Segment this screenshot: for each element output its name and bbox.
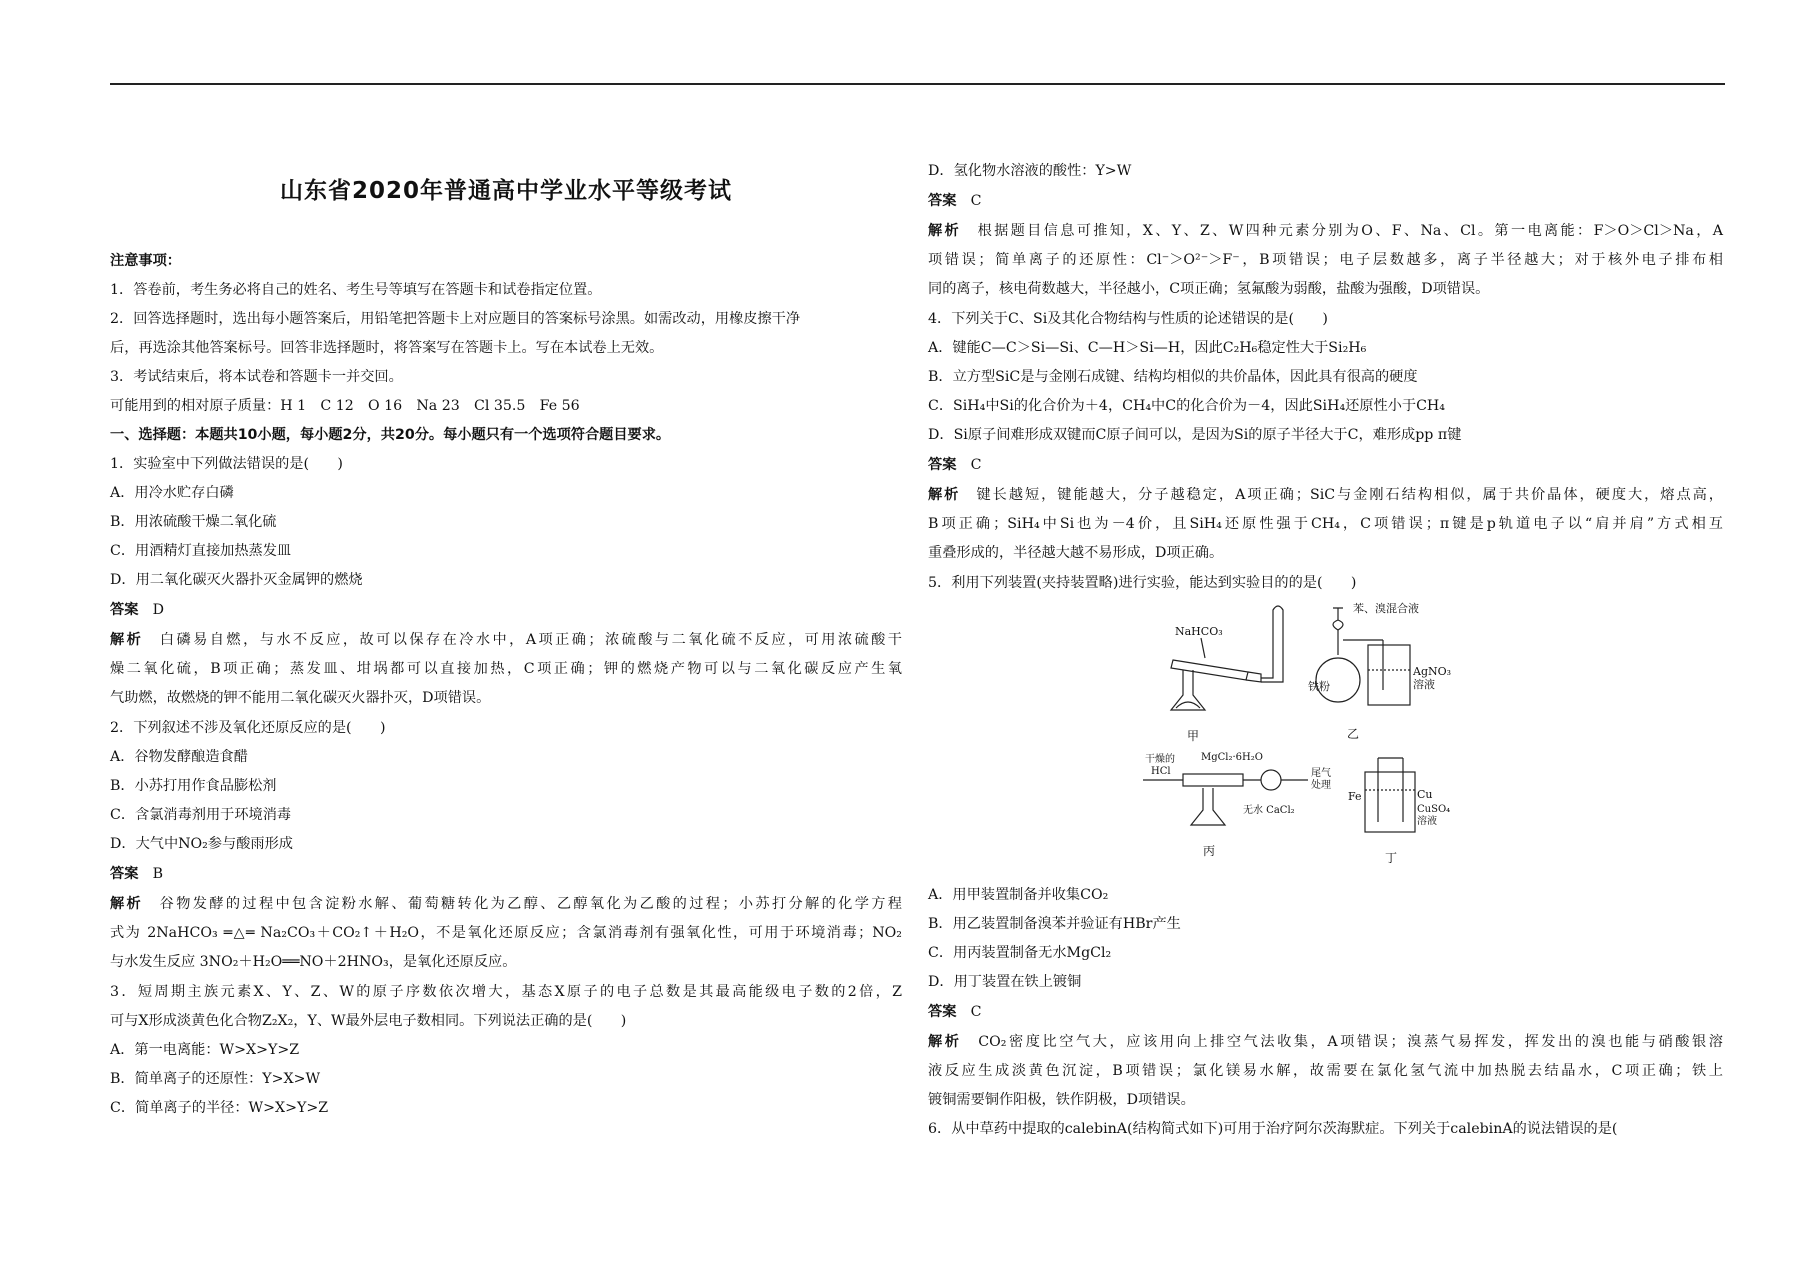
yi-top-label: 苯、溴混合液 xyxy=(1353,602,1419,615)
analysis-label: 解析 xyxy=(928,1034,962,1050)
q1-option: C．用酒精灯直接加热蒸发皿 xyxy=(110,543,292,559)
ding-cu-label: Cu xyxy=(1417,788,1433,801)
q3-option: A．第一电离能：W>X>Y>Z xyxy=(110,1042,300,1058)
answer-label: 答案 xyxy=(110,602,139,618)
bing-out-label: 尾气 xyxy=(1311,768,1331,779)
q1-stem: 1．实验室中下列做法错误的是( ) xyxy=(110,456,343,472)
q1-answer xyxy=(110,601,164,619)
q3-option: C．简单离子的半径：W>X>Y>Z xyxy=(110,1100,329,1116)
q2-analysis: 与水发生反应 3NO₂＋H₂O══NO＋2HNO₃，是氧化还原反应。 xyxy=(110,954,517,970)
analysis-label: 解析 xyxy=(928,487,961,503)
q4-option: B．立方型SiC是与金刚石成键、结构均相似的共价晶体，因此具有很高的硬度 xyxy=(928,369,1418,385)
notice-heading: 注意事项： xyxy=(110,253,181,269)
header-rule xyxy=(110,83,1725,85)
bing-in-label: HCl xyxy=(1151,766,1171,777)
q2-option: C．含氯消毒剂用于环境消毒 xyxy=(110,807,292,823)
q1-analysis: 气助燃，故燃烧的钾不能用二氧化碳灭火器扑灭，D项错误。 xyxy=(110,690,491,706)
apparatus-ding xyxy=(1348,758,1450,865)
analysis-text: CO₂密度比空气大，应该用向上排空气法收集，A项错误；溴蒸气易挥发，挥发出的溴也能与硝酸银溶 xyxy=(978,1034,1723,1050)
answer-value: B xyxy=(152,866,164,882)
ding-caption: 丁 xyxy=(1385,851,1398,865)
analysis-label: 解析 xyxy=(110,632,144,648)
q3-stem: 3．短周期主族元素X、Y、Z、W的原子序数依次增大，基态X原子的电子总数是其最高能级电子数的2倍，Z xyxy=(110,984,902,1000)
q4-answer xyxy=(928,456,981,474)
exam-title: 山东省2020年普通高中学业水平等级考试 xyxy=(279,178,732,204)
apparatus-jia xyxy=(1171,606,1283,743)
q5-analysis xyxy=(928,1033,1723,1051)
analysis-label: 解析 xyxy=(928,223,962,239)
q3-analysis: 项错误；简单离子的还原性：Cl⁻＞O²⁻＞F⁻，B项错误；电子层数越多，离子半径越大；对于核外电子排布相 xyxy=(928,252,1723,268)
analysis-text: 谷物发酵的过程中包含淀粉水解、葡萄糖转化为乙醇、乙醇氧化为乙酸的过程；小苏打分解的化学方程 xyxy=(159,896,902,912)
analysis-text: 根据题目信息可推知，X、Y、Z、W四种元素分别为O、F、Na、Cl。第一电离能：F＞O＞Cl＞Na，A xyxy=(977,223,1723,239)
q5-analysis: 液反应生成淡黄色沉淀，B项错误；氯化镁易水解，故需要在氯化氢气流中加热脱去结晶水，C项正确；铁上 xyxy=(928,1063,1723,1079)
analysis-text: 键长越短，键能越大，分子越稳定，A项正确；SiC与金刚石结构相似，属于共价晶体，硬度大，熔点高， xyxy=(976,487,1723,503)
q6-stem: 6．从中草药中提取的calebinA(结构简式如下)可用于治疗阿尔茨海默症。下列关于calebinA的说法错误的是( xyxy=(928,1121,1618,1137)
answer-label: 答案 xyxy=(928,457,957,473)
ding-sol-label: 溶液 xyxy=(1417,816,1437,827)
q2-analysis: 式为 2NaHCO₃ ═△═ Na₂CO₃＋CO₂↑＋H₂O，不是氧化还原反应；含氯消毒剂有强氧化性，可用于环境消毒；NO₂ xyxy=(110,925,902,941)
q4-analysis: 重叠形成的，半径越大越不易形成，D项正确。 xyxy=(928,545,1224,561)
bing-caption: 丙 xyxy=(1203,844,1216,858)
apparatus-bing xyxy=(1143,752,1331,858)
q3-answer xyxy=(928,192,981,210)
q5-stem: 5．利用下列装置(夹持装置略)进行实验，能达到实验目的的是( ) xyxy=(928,575,1357,591)
analysis-label: 解析 xyxy=(110,896,144,912)
q1-option: D．用二氧化碳灭火器扑灭金属钾的燃烧 xyxy=(110,572,363,588)
bing-bottom-label: 无水 CaCl₂ xyxy=(1243,805,1295,816)
q3-stem: 可与X形成淡黄色化合物Z₂X₂，Y、W最外层电子数相同。下列说法正确的是( ) xyxy=(110,1013,627,1029)
section-heading: 一、选择题：本题共10小题，每小题2分，共20分。每小题只有一个选项符合题目要求。 xyxy=(110,427,671,443)
q3-option: B．简单离子的还原性：Y>X>W xyxy=(110,1071,321,1087)
q1-option: A．用冷水贮存白磷 xyxy=(110,485,234,501)
q5-option: D．用丁装置在铁上镀铜 xyxy=(928,974,1082,990)
q2-option: B．小苏打用作食品膨松剂 xyxy=(110,778,277,794)
jia-caption: 甲 xyxy=(1187,729,1200,743)
q4-stem: 4．下列关于C、Si及其化合物结构与性质的论述错误的是( ) xyxy=(928,311,1328,327)
ding-fe-label: Fe xyxy=(1348,790,1362,803)
answer-label: 答案 xyxy=(110,866,139,882)
q5-option: A．用甲装置制备并收集CO₂ xyxy=(928,887,1109,903)
apparatus-figure xyxy=(1143,600,1463,870)
q4-analysis: B项正确；SiH₄中Si也为－4价，且SiH₄还原性强于CH₄，C项错误；π键是p轨道电子以“肩并肩”方式相互 xyxy=(928,516,1723,532)
q2-stem: 2．下列叙述不涉及氧化还原反应的是( ) xyxy=(110,720,386,736)
answer-value: D xyxy=(152,602,164,618)
q4-option: D．Si原子间难形成双键而C原子间可以，是因为Si的原子半径大于C，难形成pp π键 xyxy=(928,427,1462,443)
answer-value: C xyxy=(970,1004,982,1020)
answer-value: C xyxy=(970,457,982,473)
q5-option: C．用丙装置制备无水MgCl₂ xyxy=(928,945,1112,961)
answer-label: 答案 xyxy=(928,193,957,209)
q3-analysis xyxy=(928,222,1723,240)
apparatus-yi xyxy=(1308,601,1451,741)
yi-right-label: 溶液 xyxy=(1413,678,1435,691)
yi-left-label: 铁粉 xyxy=(1308,680,1330,693)
jia-reagent-label: NaHCO₃ xyxy=(1175,625,1223,638)
notice-item: 1．答卷前，考生务必将自己的姓名、考生号等填写在答题卡和试卷指定位置。 xyxy=(110,282,602,298)
q3-analysis: 同的离子，核电荷数越大，半径越小，C项正确；氢氟酸为弱酸，盐酸为强酸，D项错误。 xyxy=(928,281,1490,297)
q5-analysis: 镀铜需要铜作阳极，铁作阴极，D项错误。 xyxy=(928,1092,1195,1108)
q4-option: C．SiH₄中Si的化合价为＋4，CH₄中C的化合价为－4，因此SiH₄还原性小于CH₄ xyxy=(928,398,1445,414)
bing-in-label: 干燥的 xyxy=(1145,754,1175,765)
q5-answer xyxy=(928,1003,981,1021)
q4-option: A．键能C—C＞Si—Si、C—H＞Si—H，因此C₂H₆稳定性大于Si₂H₆ xyxy=(928,340,1367,356)
answer-label: 答案 xyxy=(928,1004,957,1020)
q3-option: D．氢化物水溶液的酸性：Y>W xyxy=(928,163,1132,179)
q1-analysis: 燥二氧化硫，B项正确；蒸发皿、坩埚都可以直接加热，C项正确；钾的燃烧产物可以与二氧化碳反应产生氧 xyxy=(110,661,902,677)
bing-mid-label: MgCl₂·6H₂O xyxy=(1201,752,1263,763)
yi-caption: 乙 xyxy=(1347,727,1360,741)
bing-out-label: 处理 xyxy=(1311,780,1331,791)
analysis-text: 白磷易自燃，与水不反应，故可以保存在冷水中，A项正确；浓硫酸与二氧化硫不反应，可用浓硫酸干 xyxy=(159,632,902,648)
q2-analysis xyxy=(110,895,902,913)
q5-option: B．用乙装置制备溴苯并验证有HBr产生 xyxy=(928,916,1181,932)
notice-item: 2．回答选择题时，选出每小题答案后，用铅笔把答题卡上对应题目的答案标号涂黑。如需改动，用橡皮擦干净 xyxy=(110,311,801,327)
ding-sol-label: CuSO₄ xyxy=(1417,804,1451,815)
notice-item: 后，再选涂其他答案标号。回答非选择题时，将答案写在答题卡上。写在本试卷上无效。 xyxy=(110,340,664,356)
q2-option: D．大气中NO₂参与酸雨形成 xyxy=(110,836,293,852)
q2-option: A．谷物发酵酿造食醋 xyxy=(110,749,248,765)
q1-analysis xyxy=(110,631,902,649)
yi-right-label: AgNO₃ xyxy=(1413,665,1452,678)
q4-analysis xyxy=(928,486,1723,504)
notice-item: 3．考试结束后，将本试卷和答题卡一并交回。 xyxy=(110,369,403,385)
answer-value: C xyxy=(970,193,982,209)
q1-option: B．用浓硫酸干燥二氧化硫 xyxy=(110,514,277,530)
q2-answer xyxy=(110,865,163,883)
atomic-mass-note: 可能用到的相对原子质量：H 1 C 12 O 16 Na 23 Cl 35.5 Fe 56 xyxy=(110,398,580,414)
